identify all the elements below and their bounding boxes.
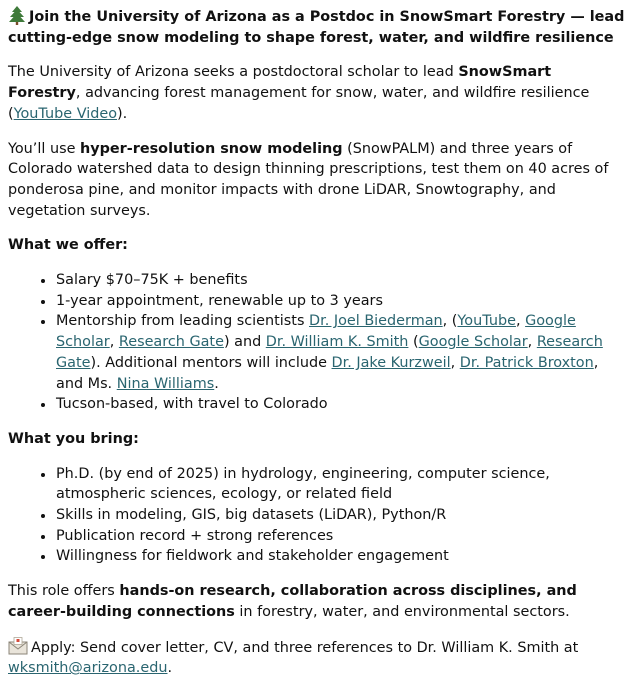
mentorship-text: Mentorship from leading scientists (56, 313, 310, 330)
kurzweil-link[interactable]: Dr. Jake Kurzweil (331, 354, 451, 371)
list-item: • Willingness for fieldwork and stakeholder engagement (55, 546, 625, 567)
closing-text: in forestry, water, and environmental sectors. (234, 603, 570, 620)
evergreen-tree-icon (8, 5, 26, 25)
posting-title (8, 5, 625, 48)
list-item (55, 311, 625, 394)
biederman-link[interactable]: Dr. Joel Biederman (309, 313, 443, 330)
list-item: • 1-year appointment, renewable up to 3 years (55, 291, 625, 312)
smith-researchgate-link[interactable]: Research Gate (56, 334, 603, 371)
list-item: • Ph.D. (by end of 2025) in hydrology, engineering, computer science, atmospheric sciences, ecology, or related field (55, 464, 625, 505)
mentorship-text: ). Additional mentors will include (90, 354, 332, 371)
bring-heading: What you bring: (8, 430, 139, 447)
smith-scholar-link[interactable]: Google Scholar (418, 334, 528, 351)
program-name: SnowSmart Forestry (8, 64, 552, 102)
offer-list (8, 270, 625, 415)
role-highlight: hyper-resolution snow modeling (80, 140, 343, 157)
intro-paragraph (8, 62, 625, 124)
list-item: • Salary $70–75K + benefits (55, 270, 625, 291)
closing-highlight: hands-on research, collaboration across disciplines, and career-building connections (8, 583, 577, 620)
punctuation: . (214, 375, 219, 392)
role-text: (SnowPALM) and three years of Colorado watershed data to design thinning prescriptions, test them on 40 acres of ponderosa pine, and monitor impacts with drone LiDAR, Snowtography, and vegetation surveys. (8, 140, 609, 219)
mentorship-text: ) and (223, 334, 266, 351)
closing-paragraph (8, 581, 625, 622)
intro-text: The University of Arizona seeks a postdoctoral scholar to lead (8, 64, 459, 81)
biederman-scholar-link[interactable]: Google Scholar (56, 313, 576, 351)
bring-list (8, 464, 625, 568)
smith-link[interactable]: Dr. William K. Smith (265, 334, 409, 351)
intro-text: ). (117, 105, 128, 122)
mentorship-text: , and Ms. (56, 354, 599, 392)
punctuation: , ( (442, 313, 458, 330)
list-item: • Tucson-based, with travel to Colorado (55, 394, 625, 415)
closing-text: This role offers (8, 583, 120, 600)
title-text: Join the University of Arizona as a Postdoc in SnowSmart Forestry — lead cutting-edge snow modeling to shape forest, water, and wildfire resilience (8, 9, 625, 46)
punctuation: , (527, 334, 537, 351)
biederman-researchgate-link[interactable]: Research Gate (118, 334, 224, 351)
punctuation: , (450, 354, 460, 371)
list-item: • Skills in modeling, GIS, big datasets (LiDAR), Python/R (55, 505, 625, 526)
intro-text: , advancing forest management for snow, water, and wildfire resilience ( (8, 85, 590, 122)
youtube-video-link[interactable]: YouTube Video (13, 105, 118, 122)
williams-link[interactable]: Nina Williams (116, 375, 215, 392)
broxton-link[interactable]: Dr. Patrick Broxton (459, 354, 594, 371)
role-text: You’ll use (8, 140, 80, 157)
email-link[interactable]: wksmith@arizona.edu (8, 660, 168, 677)
offer-heading: What we offer: (8, 237, 128, 254)
apply-paragraph (8, 637, 625, 679)
punctuation: , (109, 334, 119, 351)
biederman-youtube-link[interactable]: YouTube (457, 313, 516, 330)
punctuation: , (515, 313, 526, 330)
apply-text: Apply: Send cover letter, CV, and three references to Dr. William K. Smith at (31, 639, 579, 656)
list-item: • Publication record + strong references (55, 526, 625, 547)
envelope-icon (8, 637, 28, 655)
punctuation: . (167, 660, 173, 677)
punctuation: ( (408, 334, 419, 351)
role-paragraph (8, 139, 625, 222)
